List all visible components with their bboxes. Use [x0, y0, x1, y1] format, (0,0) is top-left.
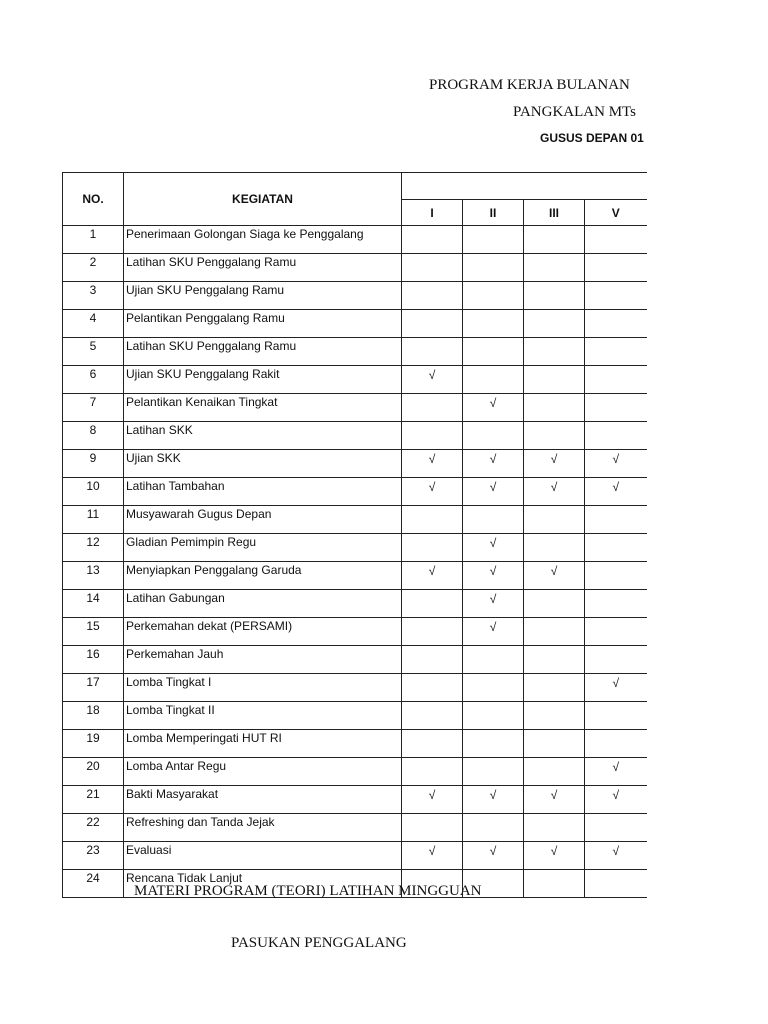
check-cell [524, 366, 585, 394]
check-cell [585, 310, 647, 338]
check-cell [585, 394, 647, 422]
table-row [63, 310, 647, 338]
table-row [63, 590, 647, 618]
check-cell [463, 758, 524, 786]
check-cell [585, 282, 647, 310]
check-cell: √ [463, 478, 524, 506]
row-kegiatan: Perkemahan dekat (PERSAMI) [124, 618, 402, 646]
table-row [63, 730, 647, 758]
row-number: 12 [63, 534, 124, 562]
row-kegiatan: Latihan Tambahan [124, 478, 402, 506]
check-cell: √ [463, 842, 524, 870]
check-cell [402, 702, 463, 730]
table-row [63, 450, 647, 478]
table-row [63, 366, 647, 394]
check-cell: √ [524, 786, 585, 814]
row-kegiatan: Latihan SKU Penggalang Ramu [124, 254, 402, 282]
check-cell: √ [585, 786, 647, 814]
check-cell: √ [402, 786, 463, 814]
check-cell [524, 814, 585, 842]
check-cell [524, 226, 585, 254]
check-cell [463, 730, 524, 758]
check-cell [463, 674, 524, 702]
check-cell [524, 646, 585, 674]
table-row [63, 254, 647, 282]
check-cell [585, 562, 647, 590]
check-cell [402, 254, 463, 282]
row-kegiatan: Penerimaan Golongan Siaga ke Penggalang [124, 226, 402, 254]
row-number: 21 [63, 786, 124, 814]
check-cell: √ [463, 394, 524, 422]
check-cell [402, 506, 463, 534]
materi-program-heading: MATERI PROGRAM (TEORI) LATIHAN MINGGUAN [134, 883, 482, 899]
check-cell [524, 338, 585, 366]
table-row [63, 422, 647, 450]
row-number: 4 [63, 310, 124, 338]
row-number: 3 [63, 282, 124, 310]
check-cell: √ [585, 758, 647, 786]
row-kegiatan: Rencana Tidak Lanjut [124, 870, 402, 898]
check-cell: √ [402, 366, 463, 394]
check-cell [402, 534, 463, 562]
table-row [63, 282, 647, 310]
check-cell [524, 422, 585, 450]
check-cell [524, 730, 585, 758]
table-row [63, 534, 647, 562]
check-cell [524, 702, 585, 730]
check-cell [524, 618, 585, 646]
check-cell [585, 590, 647, 618]
row-kegiatan: Pelantikan Kenaikan Tingkat [124, 394, 402, 422]
check-cell: √ [524, 842, 585, 870]
row-number: 6 [63, 366, 124, 394]
check-cell [402, 814, 463, 842]
row-kegiatan: Ujian SKK [124, 450, 402, 478]
check-cell [463, 506, 524, 534]
table-row [63, 226, 647, 254]
check-cell [524, 394, 585, 422]
check-cell [585, 618, 647, 646]
row-kegiatan: Menyiapkan Penggalang Garuda [124, 562, 402, 590]
row-number: 8 [63, 422, 124, 450]
row-number: 24 [63, 870, 124, 898]
row-number: 9 [63, 450, 124, 478]
check-cell [524, 282, 585, 310]
row-kegiatan: Musyawarah Gugus Depan [124, 506, 402, 534]
row-kegiatan: Lomba Tingkat II [124, 702, 402, 730]
check-cell [524, 590, 585, 618]
table-row [63, 618, 647, 646]
header-no: NO. [63, 173, 124, 226]
check-cell [585, 730, 647, 758]
check-cell [585, 338, 647, 366]
check-cell [585, 702, 647, 730]
check-cell: √ [463, 534, 524, 562]
row-kegiatan: Refreshing dan Tanda Jejak [124, 814, 402, 842]
check-cell [402, 674, 463, 702]
row-kegiatan: Lomba Tingkat I [124, 674, 402, 702]
check-cell [585, 366, 647, 394]
table-row [63, 394, 647, 422]
row-number: 18 [63, 702, 124, 730]
check-cell [524, 254, 585, 282]
row-kegiatan: Bakti Masyarakat [124, 786, 402, 814]
row-number: 23 [63, 842, 124, 870]
row-number: 16 [63, 646, 124, 674]
check-cell [463, 646, 524, 674]
row-number: 7 [63, 394, 124, 422]
check-cell [463, 226, 524, 254]
row-number: 10 [63, 478, 124, 506]
pasukan-heading: PASUKAN PENGGALANG [231, 935, 407, 951]
check-cell: √ [524, 562, 585, 590]
check-cell: √ [402, 478, 463, 506]
check-cell: √ [402, 562, 463, 590]
check-cell: √ [524, 478, 585, 506]
check-cell [463, 366, 524, 394]
check-cell [402, 646, 463, 674]
check-cell [585, 814, 647, 842]
table-row [63, 758, 647, 786]
check-cell: √ [585, 478, 647, 506]
check-cell [585, 870, 647, 898]
table-row [63, 842, 647, 870]
row-number: 14 [63, 590, 124, 618]
check-cell [585, 226, 647, 254]
row-kegiatan: Ujian SKU Penggalang Ramu [124, 282, 402, 310]
header-month: I [402, 200, 463, 226]
row-kegiatan: Latihan SKK [124, 422, 402, 450]
check-cell [585, 422, 647, 450]
check-cell [463, 338, 524, 366]
row-kegiatan: Perkemahan Jauh [124, 646, 402, 674]
check-cell [402, 758, 463, 786]
row-kegiatan: Latihan Gabungan [124, 590, 402, 618]
check-cell [585, 254, 647, 282]
header-kegiatan: KEGIATAN [124, 173, 402, 226]
row-number: 5 [63, 338, 124, 366]
check-cell [585, 646, 647, 674]
row-number: 19 [63, 730, 124, 758]
check-cell [463, 814, 524, 842]
header-month-group [402, 173, 647, 200]
check-cell [402, 226, 463, 254]
gugus-depan-label: GUSUS DEPAN 01 [540, 131, 644, 145]
check-cell: √ [585, 450, 647, 478]
check-cell [524, 506, 585, 534]
table-row [63, 506, 647, 534]
check-cell [463, 422, 524, 450]
check-cell [524, 310, 585, 338]
header-month: II [463, 200, 524, 226]
table-body [63, 226, 647, 898]
row-number: 20 [63, 758, 124, 786]
check-cell: √ [585, 674, 647, 702]
row-number: 1 [63, 226, 124, 254]
header-month: III [524, 200, 585, 226]
check-cell: √ [463, 450, 524, 478]
page-title: PROGRAM KERJA BULANAN [429, 77, 630, 93]
check-cell [402, 422, 463, 450]
check-cell: √ [463, 618, 524, 646]
row-kegiatan: Evaluasi [124, 842, 402, 870]
table-row [63, 814, 647, 842]
row-kegiatan: Lomba Antar Regu [124, 758, 402, 786]
table-row [63, 786, 647, 814]
table-row [63, 674, 647, 702]
check-cell: √ [524, 450, 585, 478]
row-kegiatan: Latihan SKU Penggalang Ramu [124, 338, 402, 366]
check-cell [524, 674, 585, 702]
check-cell [524, 534, 585, 562]
row-number: 13 [63, 562, 124, 590]
check-cell: √ [463, 786, 524, 814]
check-cell [463, 282, 524, 310]
check-cell [402, 394, 463, 422]
check-cell [402, 310, 463, 338]
check-cell: √ [585, 842, 647, 870]
row-number: 22 [63, 814, 124, 842]
row-number: 11 [63, 506, 124, 534]
table-row [63, 338, 647, 366]
check-cell [585, 506, 647, 534]
check-cell [463, 310, 524, 338]
check-cell: √ [463, 562, 524, 590]
table-row [63, 562, 647, 590]
check-cell [463, 702, 524, 730]
check-cell [585, 534, 647, 562]
check-cell [402, 590, 463, 618]
row-number: 15 [63, 618, 124, 646]
page-subtitle: PANGKALAN MTs [513, 104, 636, 120]
check-cell: √ [463, 590, 524, 618]
table-row [63, 646, 647, 674]
row-number: 17 [63, 674, 124, 702]
check-cell: √ [402, 450, 463, 478]
check-cell [524, 870, 585, 898]
row-number: 2 [63, 254, 124, 282]
check-cell [463, 254, 524, 282]
row-kegiatan: Lomba Memperingati HUT RI [124, 730, 402, 758]
row-kegiatan: Gladian Pemimpin Regu [124, 534, 402, 562]
row-kegiatan: Ujian SKU Penggalang Rakit [124, 366, 402, 394]
check-cell: √ [402, 842, 463, 870]
check-cell [402, 730, 463, 758]
check-cell [402, 618, 463, 646]
check-cell [402, 338, 463, 366]
row-kegiatan: Pelantikan Penggalang Ramu [124, 310, 402, 338]
program-table [62, 172, 647, 898]
table-row [63, 478, 647, 506]
check-cell [402, 282, 463, 310]
table-row [63, 702, 647, 730]
program-table-container [62, 172, 646, 885]
check-cell [524, 758, 585, 786]
header-month: V [585, 200, 647, 226]
